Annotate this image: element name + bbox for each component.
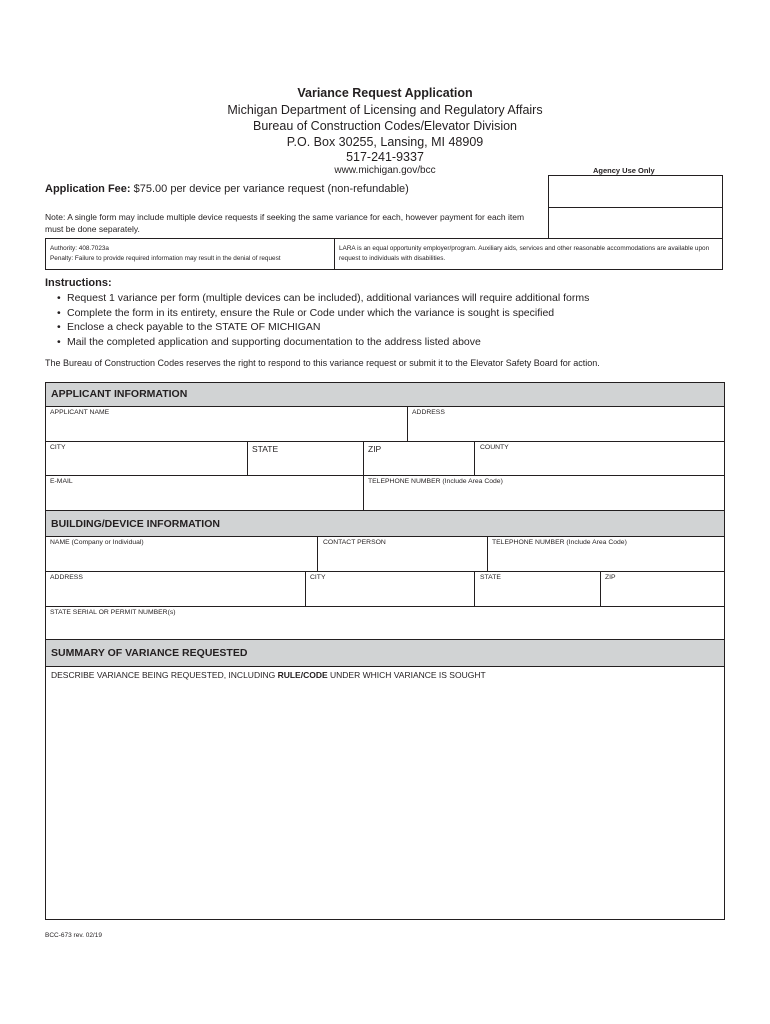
building-row-3 (45, 606, 725, 639)
building-zip-field[interactable] (600, 572, 724, 606)
summary-label-pre: DESCRIBE VARIANCE BEING REQUESTED, INCLUDING (51, 670, 278, 680)
instructions-list (57, 291, 589, 349)
building-address-label: ADDRESS (50, 574, 83, 581)
authority-line: Authority: 408.7023a (50, 245, 109, 252)
instruction-item: • Enclose a check payable to the STATE OF MICHIGAN (57, 320, 589, 335)
application-fee (45, 183, 409, 195)
building-telephone-field[interactable] (487, 537, 724, 571)
applicant-telephone-field[interactable] (363, 476, 724, 510)
applicant-city-label: CITY (50, 444, 66, 451)
instruction-item: • Mail the completed application and supporting documentation to the address listed above (57, 335, 589, 350)
building-heading: BUILDING/DEVICE INFORMATION (51, 518, 220, 530)
building-name-field[interactable] (46, 537, 317, 571)
penalty-line: Penalty: Failure to provide required information may result in the denial of request (50, 255, 281, 262)
website-link[interactable]: www.michigan.gov/bcc (334, 165, 436, 176)
agency-use-box (548, 175, 723, 239)
summary-label-bold: RULE/CODE (277, 670, 328, 680)
fee-label: Application Fee: (45, 183, 131, 195)
payment-note: Note: A single form may include multiple device requests if seeking the same variance for each, however payment for each item must be done separately. (45, 212, 525, 234)
variance-description-field[interactable] (45, 666, 725, 919)
applicant-email-field[interactable] (46, 476, 363, 510)
building-telephone-label: TELEPHONE NUMBER (Include Area Code) (492, 539, 627, 546)
applicant-section-header (45, 382, 725, 406)
applicant-row-1 (45, 406, 725, 441)
phone-number: 517-241-9337 (346, 150, 424, 164)
applicant-row-3 (45, 475, 725, 510)
fee-text: $75.00 per device per variance request (non-refundable) (133, 183, 409, 195)
applicant-heading: APPLICANT INFORMATION (51, 388, 188, 400)
applicant-county-field[interactable] (474, 442, 724, 475)
mailing-address: P.O. Box 30255, Lansing, MI 48909 (286, 135, 484, 149)
applicant-name-label: APPLICANT NAME (50, 409, 110, 416)
instructions-heading: Instructions: (45, 277, 112, 289)
lara-statement: LARA is an equal opportunity employer/program. Auxiliary aids, services and other reasonable accommodations are available upon request to individuals with disabilities. (339, 245, 710, 262)
applicant-state-field[interactable] (247, 442, 363, 475)
building-section-header (45, 510, 725, 536)
building-name-label: NAME (Company or Individual) (50, 539, 144, 546)
applicant-telephone-label: TELEPHONE NUMBER (Include Area Code) (368, 478, 503, 485)
authority-penalty (50, 244, 281, 264)
building-city-label: CITY (310, 574, 326, 581)
building-serial-label: STATE SERIAL OR PERMIT NUMBER(s) (50, 609, 176, 616)
building-row-1 (45, 536, 725, 571)
summary-section-header (45, 639, 725, 666)
instruction-item: • Request 1 variance per form (multiple devices can be included), additional variances will require additional forms (57, 291, 589, 306)
building-city-field[interactable] (305, 572, 474, 606)
agency-name: Michigan Department of Licensing and Regulatory Affairs (227, 103, 543, 117)
applicant-state-label: STATE (252, 444, 279, 454)
applicant-address-label: ADDRESS (412, 409, 445, 416)
applicant-zip-label: ZIP (368, 444, 382, 454)
agency-use-label: Agency Use Only (593, 166, 655, 175)
building-serial-field[interactable] (46, 607, 724, 639)
summary-heading: SUMMARY OF VARIANCE REQUESTED (51, 647, 248, 659)
form-revision: BCC-673 rev. 02/19 (45, 932, 102, 939)
applicant-row-2 (45, 441, 725, 475)
building-contact-field[interactable] (317, 537, 487, 571)
building-contact-label: CONTACT PERSON (323, 539, 386, 546)
applicant-address-field[interactable] (407, 407, 724, 441)
instruction-item: • Complete the form in its entirety, ensure the Rule or Code under which the variance is sought is specified (57, 306, 589, 321)
applicant-city-field[interactable] (46, 442, 247, 475)
applicant-name-field[interactable] (46, 407, 407, 441)
bureau-name: Bureau of Construction Codes/Elevator Division (252, 119, 518, 133)
form-title: Variance Request Application (297, 86, 473, 100)
applicant-zip-field[interactable] (363, 442, 474, 475)
applicant-county-label: COUNTY (480, 444, 509, 451)
building-address-field[interactable] (46, 572, 305, 606)
building-zip-label: ZIP (605, 574, 616, 581)
building-row-2 (45, 571, 725, 606)
building-state-label: STATE (480, 574, 501, 581)
building-state-field[interactable] (474, 572, 600, 606)
applicant-email-label: E-MAIL (50, 478, 73, 485)
form-bottom-border (45, 919, 725, 920)
reserve-statement: The Bureau of Construction Codes reserves the right to respond to this variance request or submit it to the Elevator Safety Board for action. (45, 358, 600, 368)
authority-box (45, 238, 723, 270)
summary-label-post: UNDER WHICH VARIANCE IS SOUGHT (327, 670, 486, 680)
variance-description-label (51, 670, 486, 680)
